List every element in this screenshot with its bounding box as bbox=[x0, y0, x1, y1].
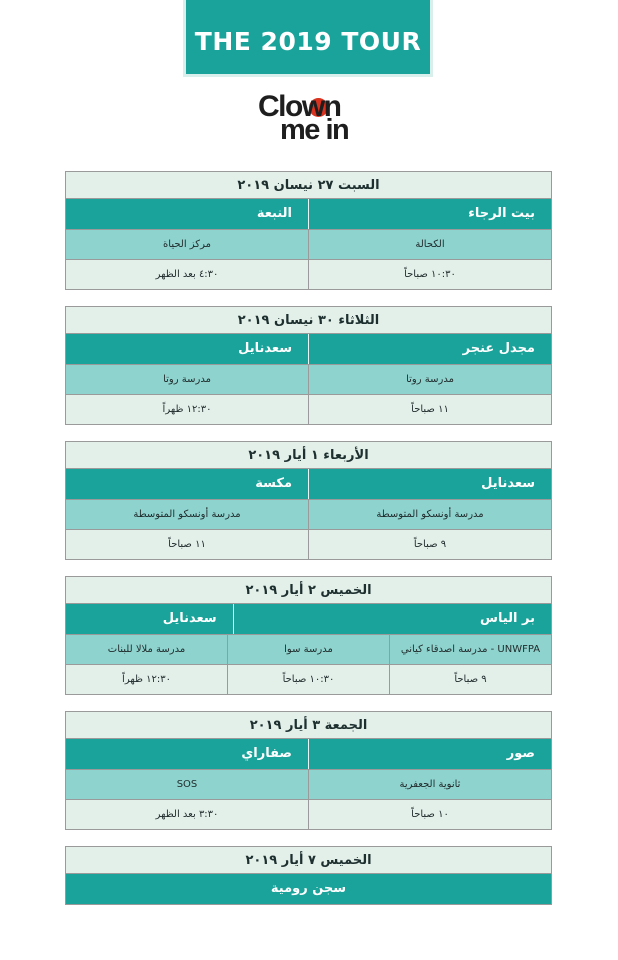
venue-cell: UNWFPA - مدرسة اصدقاء كياني bbox=[389, 635, 551, 664]
venue-cell: SOS bbox=[176, 779, 198, 790]
venue-cell: مدرسة ملالا للبنات bbox=[107, 644, 186, 655]
time-cell: ١٢:٣٠ ظهراً bbox=[122, 674, 171, 685]
day-title: الخميس ٢ أيار ٢٠١٩ bbox=[65, 576, 552, 604]
venue-row bbox=[65, 770, 552, 800]
city-cell: بر الياس bbox=[233, 604, 551, 634]
city-row bbox=[65, 874, 552, 905]
time-row bbox=[65, 260, 552, 290]
time-cell: ٩ صباحاً bbox=[308, 530, 551, 559]
tour-banner bbox=[183, 0, 433, 77]
day-title: الأربعاء ١ أيار ٢٠١٩ bbox=[65, 441, 552, 469]
venue-row bbox=[65, 365, 552, 395]
time-cell: ٩ صباحاً bbox=[389, 665, 551, 694]
city-row bbox=[65, 604, 552, 635]
time-cell: ٤:٣٠ بعد الظهر bbox=[155, 269, 219, 280]
day-title: الجمعة ٣ أيار ٢٠١٩ bbox=[65, 711, 552, 739]
day-title: السبت ٢٧ نيسان ٢٠١٩ bbox=[65, 171, 552, 199]
city-row bbox=[65, 739, 552, 770]
venue-cell: مدرسة أونسكو المتوسطة bbox=[133, 509, 241, 520]
city-cell: مكسة bbox=[255, 476, 292, 491]
time-row bbox=[65, 530, 552, 560]
venue-row bbox=[65, 230, 552, 260]
venue-row bbox=[65, 635, 552, 665]
city-cell: بيت الرجاء bbox=[308, 199, 551, 229]
city-cell: سعدنايل bbox=[162, 611, 217, 626]
time-row bbox=[65, 800, 552, 830]
day-title: الخميس ٧ أيار ٢٠١٩ bbox=[65, 846, 552, 874]
venue-cell: ثانوية الجعفرية bbox=[308, 770, 551, 799]
schedule-day-3 bbox=[65, 441, 552, 560]
city-cell: سعدنايل bbox=[308, 469, 551, 499]
time-cell: ٣:٣٠ بعد الظهر bbox=[155, 809, 219, 820]
venue-cell: مدرسة روتا bbox=[308, 365, 551, 394]
city-cell: النبعة bbox=[256, 206, 292, 221]
clown-me-in-logo bbox=[258, 92, 362, 144]
time-cell: ١٠ صباحاً bbox=[308, 800, 551, 829]
city-cell: صفاراي bbox=[241, 746, 292, 761]
time-row bbox=[65, 395, 552, 425]
venue-row bbox=[65, 500, 552, 530]
schedule-day-1 bbox=[65, 171, 552, 290]
logo-line-2: me in bbox=[280, 114, 349, 146]
time-cell: ١١ صباحاً bbox=[308, 395, 551, 424]
venue-cell: مدرسة أونسكو المتوسطة bbox=[308, 500, 551, 529]
city-row bbox=[65, 199, 552, 230]
time-cell: ١٠:٣٠ صباحاً bbox=[227, 665, 389, 694]
time-cell: ١٢:٣٠ ظهراً bbox=[162, 404, 212, 415]
city-cell: سعدنايل bbox=[238, 341, 292, 356]
tour-title: THE 2019 TOUR bbox=[194, 26, 422, 56]
time-row bbox=[65, 665, 552, 695]
city-cell: صور bbox=[308, 739, 551, 769]
schedule-day-5 bbox=[65, 711, 552, 830]
venue-cell: مركز الحياة bbox=[163, 239, 211, 250]
city-cell: مجدل عنجر bbox=[308, 334, 551, 364]
schedule-day-2 bbox=[65, 306, 552, 425]
city-row bbox=[65, 334, 552, 365]
time-cell: ١٠:٣٠ صباحاً bbox=[308, 260, 551, 289]
schedule-day-4 bbox=[65, 576, 552, 695]
day-title: الثلاثاء ٣٠ نيسان ٢٠١٩ bbox=[65, 306, 552, 334]
city-row bbox=[65, 469, 552, 500]
city-cell: سجن رومية bbox=[270, 881, 347, 896]
venue-cell: مدرسة سوا bbox=[227, 635, 389, 664]
schedule-day-6 bbox=[65, 846, 552, 905]
venue-cell: مدرسة روتا bbox=[163, 374, 211, 385]
logo-line-1: Clown bbox=[258, 90, 341, 123]
time-cell: ١١ صباحاً bbox=[168, 539, 206, 550]
venue-cell: الكحالة bbox=[308, 230, 551, 259]
